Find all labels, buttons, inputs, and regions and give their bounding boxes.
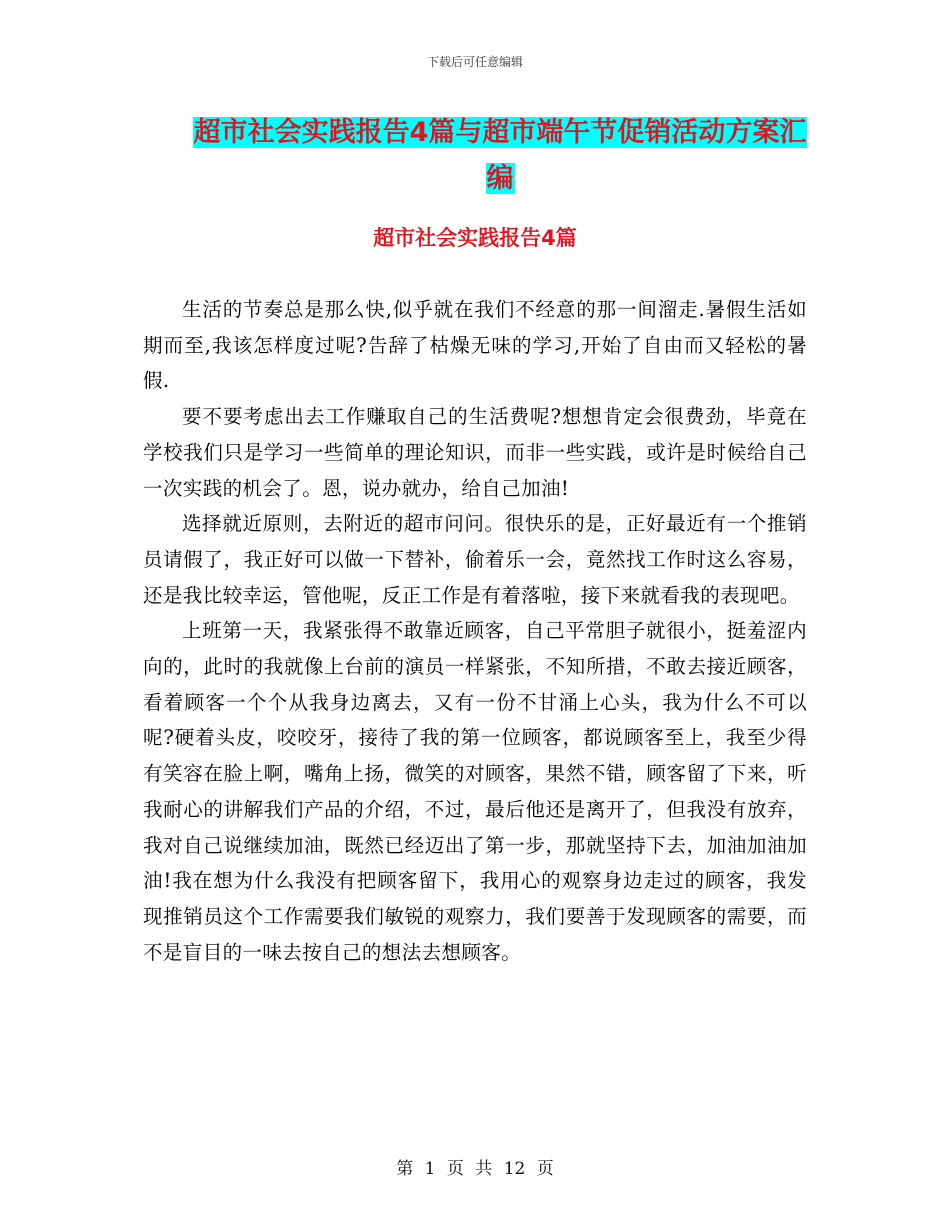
section-title: 超市社会实践报告4篇 xyxy=(373,226,577,250)
document-title xyxy=(185,110,815,202)
document-body xyxy=(143,292,807,970)
paragraph: 要不要考虑出去工作赚取自己的生活费呢?想想肯定会很费劲，毕竟在学校我们只是学习一些简单的理论知识，而非一些实践，或许是时候给自己一次实践的机会了。恩，说办就办，给自己加油! xyxy=(143,405,807,500)
header-note: 下载后可任意编辑 xyxy=(426,55,523,69)
paragraph: 生活的节奏总是那么快,似乎就在我们不经意的那一间溜走.暑假生活如期而至,我该怎样度过呢?告辞了枯燥无味的学习,开始了自由而又轻松的暑假. xyxy=(143,298,807,393)
paragraph: 选择就近原则，去附近的超市问问。很快乐的是，正好最近有一个推销员请假了，我正好可以做一下替补，偷着乐一会，竟然找工作时这么容易，还是我比较幸运，管他呢，反正工作是有着落啦，接下来就看我的表现吧。 xyxy=(143,512,807,607)
document-title-text: 超市社会实践报告4篇与超市端午节促销活动方案汇编 xyxy=(193,117,807,194)
paragraph: 上班第一天，我紧张得不敢靠近顾客，自己平常胆子就很小，挺羞涩内向的，此时的我就像上台前的演员一样紧张，不知所措，不敢去接近顾客，看着顾客一个个从我身边离去，又有一份不甘涌上心头，我为什么不可以呢?硬着头皮，咬咬牙，接待了我的第一位顾客，都说顾客至上，我至少得有笑容在脸上啊，嘴角上扬，微笑的对顾客，果然不错，顾客留了下来，听我耐心的讲解我们产品的介绍，不过，最后他还是离开了，但我没有放弃，我对自己说继续加油，既然已经迈出了第一步，那就坚持下去，加油加油加油!我在想为什么我没有把顾客留下，我用心的观察身边走过的顾客，我发现推销员这个工作需要我们敏锐的观察力，我们要善于发现顾客的需要，而不是盲目的一味去按自己的想法去想顾客。 xyxy=(143,619,807,964)
page-number: 第 1 页 共 12 页 xyxy=(396,1159,554,1179)
